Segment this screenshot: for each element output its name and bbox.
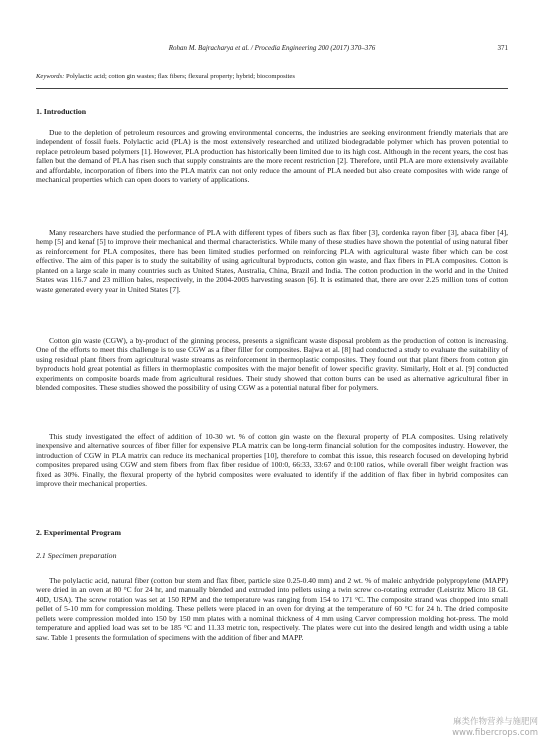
watermark-line-1: 麻类作物营养与施肥网 bbox=[452, 717, 538, 727]
watermark-line-2: www.fibercrops.com bbox=[452, 728, 538, 738]
intro-paragraph-1: Due to the depletion of petroleum resources and growing environmental concerns, the industries are seeking environment friendly materials that are independent of fossil fuels. Polylactic acid (PLA) is the most extensively researched and utilized biodegradable polymer which has proven potential to replace petroleum based polymers [1]. However, PLA production has historically been limited due to its high cost. Although in the recent years, the cost has fallen but the demand of PLA has risen such that supply constraints are the more recent restriction [2]. Therefore, until PLA are more extensively available and affordable, incorporation of fibers into the PLA matrix can not only reduce the amount of PLA needed but also create composites with wide range of mechanical properties which can open doors to variety of applications. bbox=[36, 128, 508, 185]
running-head: Rohan M. Bajracharya et al. / Procedia Engineering 200 (2017) 370–376 bbox=[168, 44, 376, 52]
divider bbox=[36, 88, 508, 89]
keywords-line bbox=[36, 73, 508, 80]
intro-paragraph-2: Many researchers have studied the performance of PLA with different types of fibers such as flax fiber [3], cordenka rayon fiber [3], abaca fiber [4], hemp [5] and kenaf [5] to improve their mechanical and thermal characteristics. While many of these studies have shown the potential of using natural fiber as reinforcement for PLA composites, there has been limited studies performed on reinforcing PLA with agricultural waste fiber which can be cost effective. The aim of this paper is to study the suitability of using agricultural byproducts, cotton gin waste, and flax fibers in PLA composites. Cotton is planted on a large scale in many countries such as United States, Australia, China, Brazil and India. The cotton production in the world and in the United States was 116.7 and 23 million bales, respectively, in the 2004-2005 harvesting season [6]. It is estimated that, there are over 2.25 million tons of cotton waste generated every year in United States [7]. bbox=[36, 228, 508, 294]
keywords-label: Keywords: bbox=[36, 73, 65, 80]
site-watermark bbox=[398, 717, 538, 739]
running-header bbox=[36, 44, 508, 56]
experimental-paragraph-1: The polylactic acid, natural fiber (cotton bur stem and flax fiber, particle size 0.25-0.40 mm) and 2 wt. % of maleic anhydride polypropylene (MAPP) were dried in an oven at 80 °C for 24 hr, and manually blended and extruded into pellets using a twin screw co-rotating extruder (Leistritz Micro 18 GL 40D, USA). The screw rotation was set at 150 RPM and the temperature was ranging from 154 to 171 °C. The composite strand was chopped into small pellet of 5-10 mm for compression molding. These pellets were placed in an oven for drying at the temperature of 60 °C for 24 h. The dried composite pellets were compression molded into 150 by 150 mm plates with a nominal thickness of 4 mm using Carver compression molding hot-press. The mold temperature and applied load was set to be 185 °C and 11.33 metric ton, respectively. The plates were cut into the desired length and width using a table saw. Table 1 presents the formulation of specimens with the addition of fiber and MAPP. bbox=[36, 576, 508, 642]
experimental-heading: 2. Experimental Program bbox=[36, 528, 121, 537]
intro-paragraph-3: Cotton gin waste (CGW), a by-product of the ginning process, presents a significant waste disposal problem as the production of cotton is increasing. One of the efforts to meet this challenge is to use CGW as a fiber filler for composites. Bajwa et al. [8] had conducted a study to evaluate the suitability of using residual plant fibers from agricultural waste streams as reinforcement in thermoplastic composites. They found out that plant fibers from cotton gin byproducts hold great potential as fillers in thermoplastic composites with the major benefit of lower specific gravity. Similarly, Holt et al. [9] conducted experiments on composite boards made from agricultural residues. Their study showed that cotton burrs can be used as alternative agricultural fiber in blended composites. These studies showed the possibility of using CGW as a potential natural fiber for polymers. bbox=[36, 336, 508, 393]
specimen-preparation-heading: 2.1 Specimen preparation bbox=[36, 551, 117, 560]
intro-heading: 1. Introduction bbox=[36, 107, 87, 116]
page-number: 371 bbox=[497, 44, 508, 52]
keywords-text: Polylactic acid; cotton gin wastes; flax fibers; flexural property; hybrid; biocomposites bbox=[65, 73, 295, 80]
intro-paragraph-4: This study investigated the effect of addition of 10-30 wt. % of cotton gin waste on the flexural property of PLA composites. Using relatively inexpensive and alternative sources of fiber filler for expensive PLA matrix can be long-term financial solution for the composites industry. However, the introduction of CGW in PLA matrix can reduce its mechanical properties [10], therefore to combat this issue, this research focused on developing hybrid composites prepared using CGW and stem fibers from flax fiber residue of 100:0, 66:33, 33:67 and 0:100 ratios, while overall fiber weight fraction was fixed as 30%. Finally, the flexural property of the hybrid composites were evaluated to identify if the addition of flax fiber in hybrid composites can improve their mechanical properties. bbox=[36, 432, 508, 489]
